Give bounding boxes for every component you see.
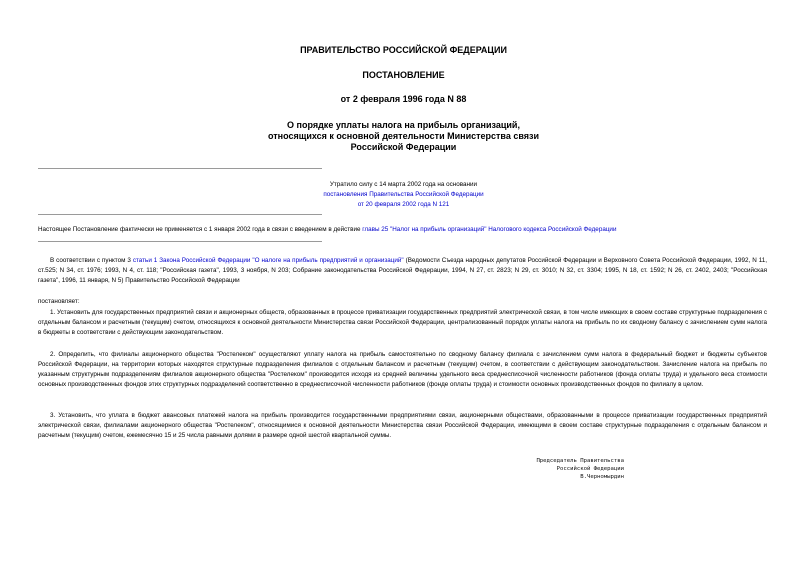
signature-name: В.Черномырдин xyxy=(580,474,624,480)
note-link[interactable]: главы 25 "Налог на прибыль организаций" Налогового кодекса Российской Федерации xyxy=(362,226,617,233)
preamble-text-rest: (Ведомости Съезда народных депутатов Российской Федерации и Верховного Совета Российской Федерации, 1992, N 11, ст.525; N 34, ст. 1976; 1993, N 4, ст. 118; "Российская газета", 1993, 3 ноября, N 203; Собрание законодательства Российской Федерации, 1994, N 27, ст. 2823; N 29, ст. 3010; N 32, ст. 3304; 1995, N 18, ст. 1592; N 26, ст. 2402, 2403; "Российская газета", 1996, 11 января, N 5) Правительство Российской Федерации xyxy=(38,257,767,284)
document-date-number: от 2 февраля 1996 года N 88 xyxy=(340,94,467,104)
signature-country: Российской Федерации xyxy=(556,466,624,472)
title-line: Российской Федерации xyxy=(350,142,457,152)
preamble-text: В соответствии с пунктом 3 xyxy=(50,257,133,264)
item-3-paragraph: 3. Установить, что уплата в бюджет авансовых платежей налога на прибыль производится государственными предприятиями связи, акционерными обществами, образованными в процессе приватизации государственных предприятий электрической связи, филиалами акционерного общества "Ростелеком", относящимися к основной деятельности Министерства связи Российской Федерации, имеющими в своем составе структурные подразделения с отдельным балансом и расчетным (текущим) счетом, ежемесячно 15 и 25 числа равными долями в размере одной шестой квартальной суммы. xyxy=(38,412,767,439)
government-heading: ПРАВИТЕЛЬСТВО РОССИЙСКОЙ ФЕДЕРАЦИИ xyxy=(300,45,507,55)
signature-position: Председатель Правительства xyxy=(536,458,624,464)
item-2-paragraph: 2. Определить, что филиалы акционерного общества "Ростелеком" осуществляют уплату налога на прибыль самостоятельно по сводному балансу филиала с зачислением сумм налога в федеральный бюджет и бюджеты субъектов Российской Федерации, на территории которых находятся структурные подразделения филиалов с отдельным балансом и расчетным (текущим) счетом, в соответствии с действующим законодательством. Зачисление налога на прибыль по указанным структурным подразделениям филиалов акционерного общества "Ростелеком" производится исходя из средней величины удельного веса среднесписочной численности работников (фонда оплаты труда) и удельного веса стоимости основных производственных фондов этих структурных подразделений соответственно в среднесписочной численности работников (фонде оплаты труда) и стоимости основных производственных фондов по филиалу в целом. xyxy=(38,351,767,388)
item-1-paragraph: 1. Установить для государственных предприятий связи и акционерных обществ, образованных в процессе приватизации государственных предприятий электрической связи, в том числе имеющих в своем составе структурные подразделения с отдельным балансом и расчетным (текущим) счетом, относящихся к основной деятельности Министерства связи Российской Федерации, централизованный порядок уплаты налога на прибыль по их сводному балансу с зачислением сумм налога в бюджеты в соответствии с действующим законодательством. xyxy=(38,309,767,336)
lost-force-text: Утратило силу с 14 марта 2002 года на основании xyxy=(329,181,478,188)
resolves-label: постановляет: xyxy=(38,298,80,305)
note-text: Настоящее Постановление фактически не применяется с 1 января 2002 года в связи с введением в действие xyxy=(38,226,363,233)
lost-force-link[interactable]: постановления Правительства Российской Федерации xyxy=(323,191,484,198)
title-line: О порядке уплаты налога на прибыль организаций, xyxy=(287,120,520,130)
lost-force-notice xyxy=(300,180,507,210)
preamble-paragraph xyxy=(38,256,767,286)
separator-line xyxy=(38,214,322,215)
document-type: ПОСТАНОВЛЕНИЕ xyxy=(362,70,445,80)
application-note xyxy=(38,225,778,235)
title-line: относящихся к основной деятельности Министерства связи xyxy=(267,131,540,141)
separator-line xyxy=(38,241,322,242)
preamble-law-link[interactable]: статьи 1 Закона Российской Федерации "О налоге на прибыль предприятий и организаций" xyxy=(132,257,404,264)
lost-force-link-date[interactable]: от 20 февраля 2002 года N 121 xyxy=(357,201,450,208)
signature-block xyxy=(510,457,624,481)
separator-line xyxy=(38,168,322,169)
